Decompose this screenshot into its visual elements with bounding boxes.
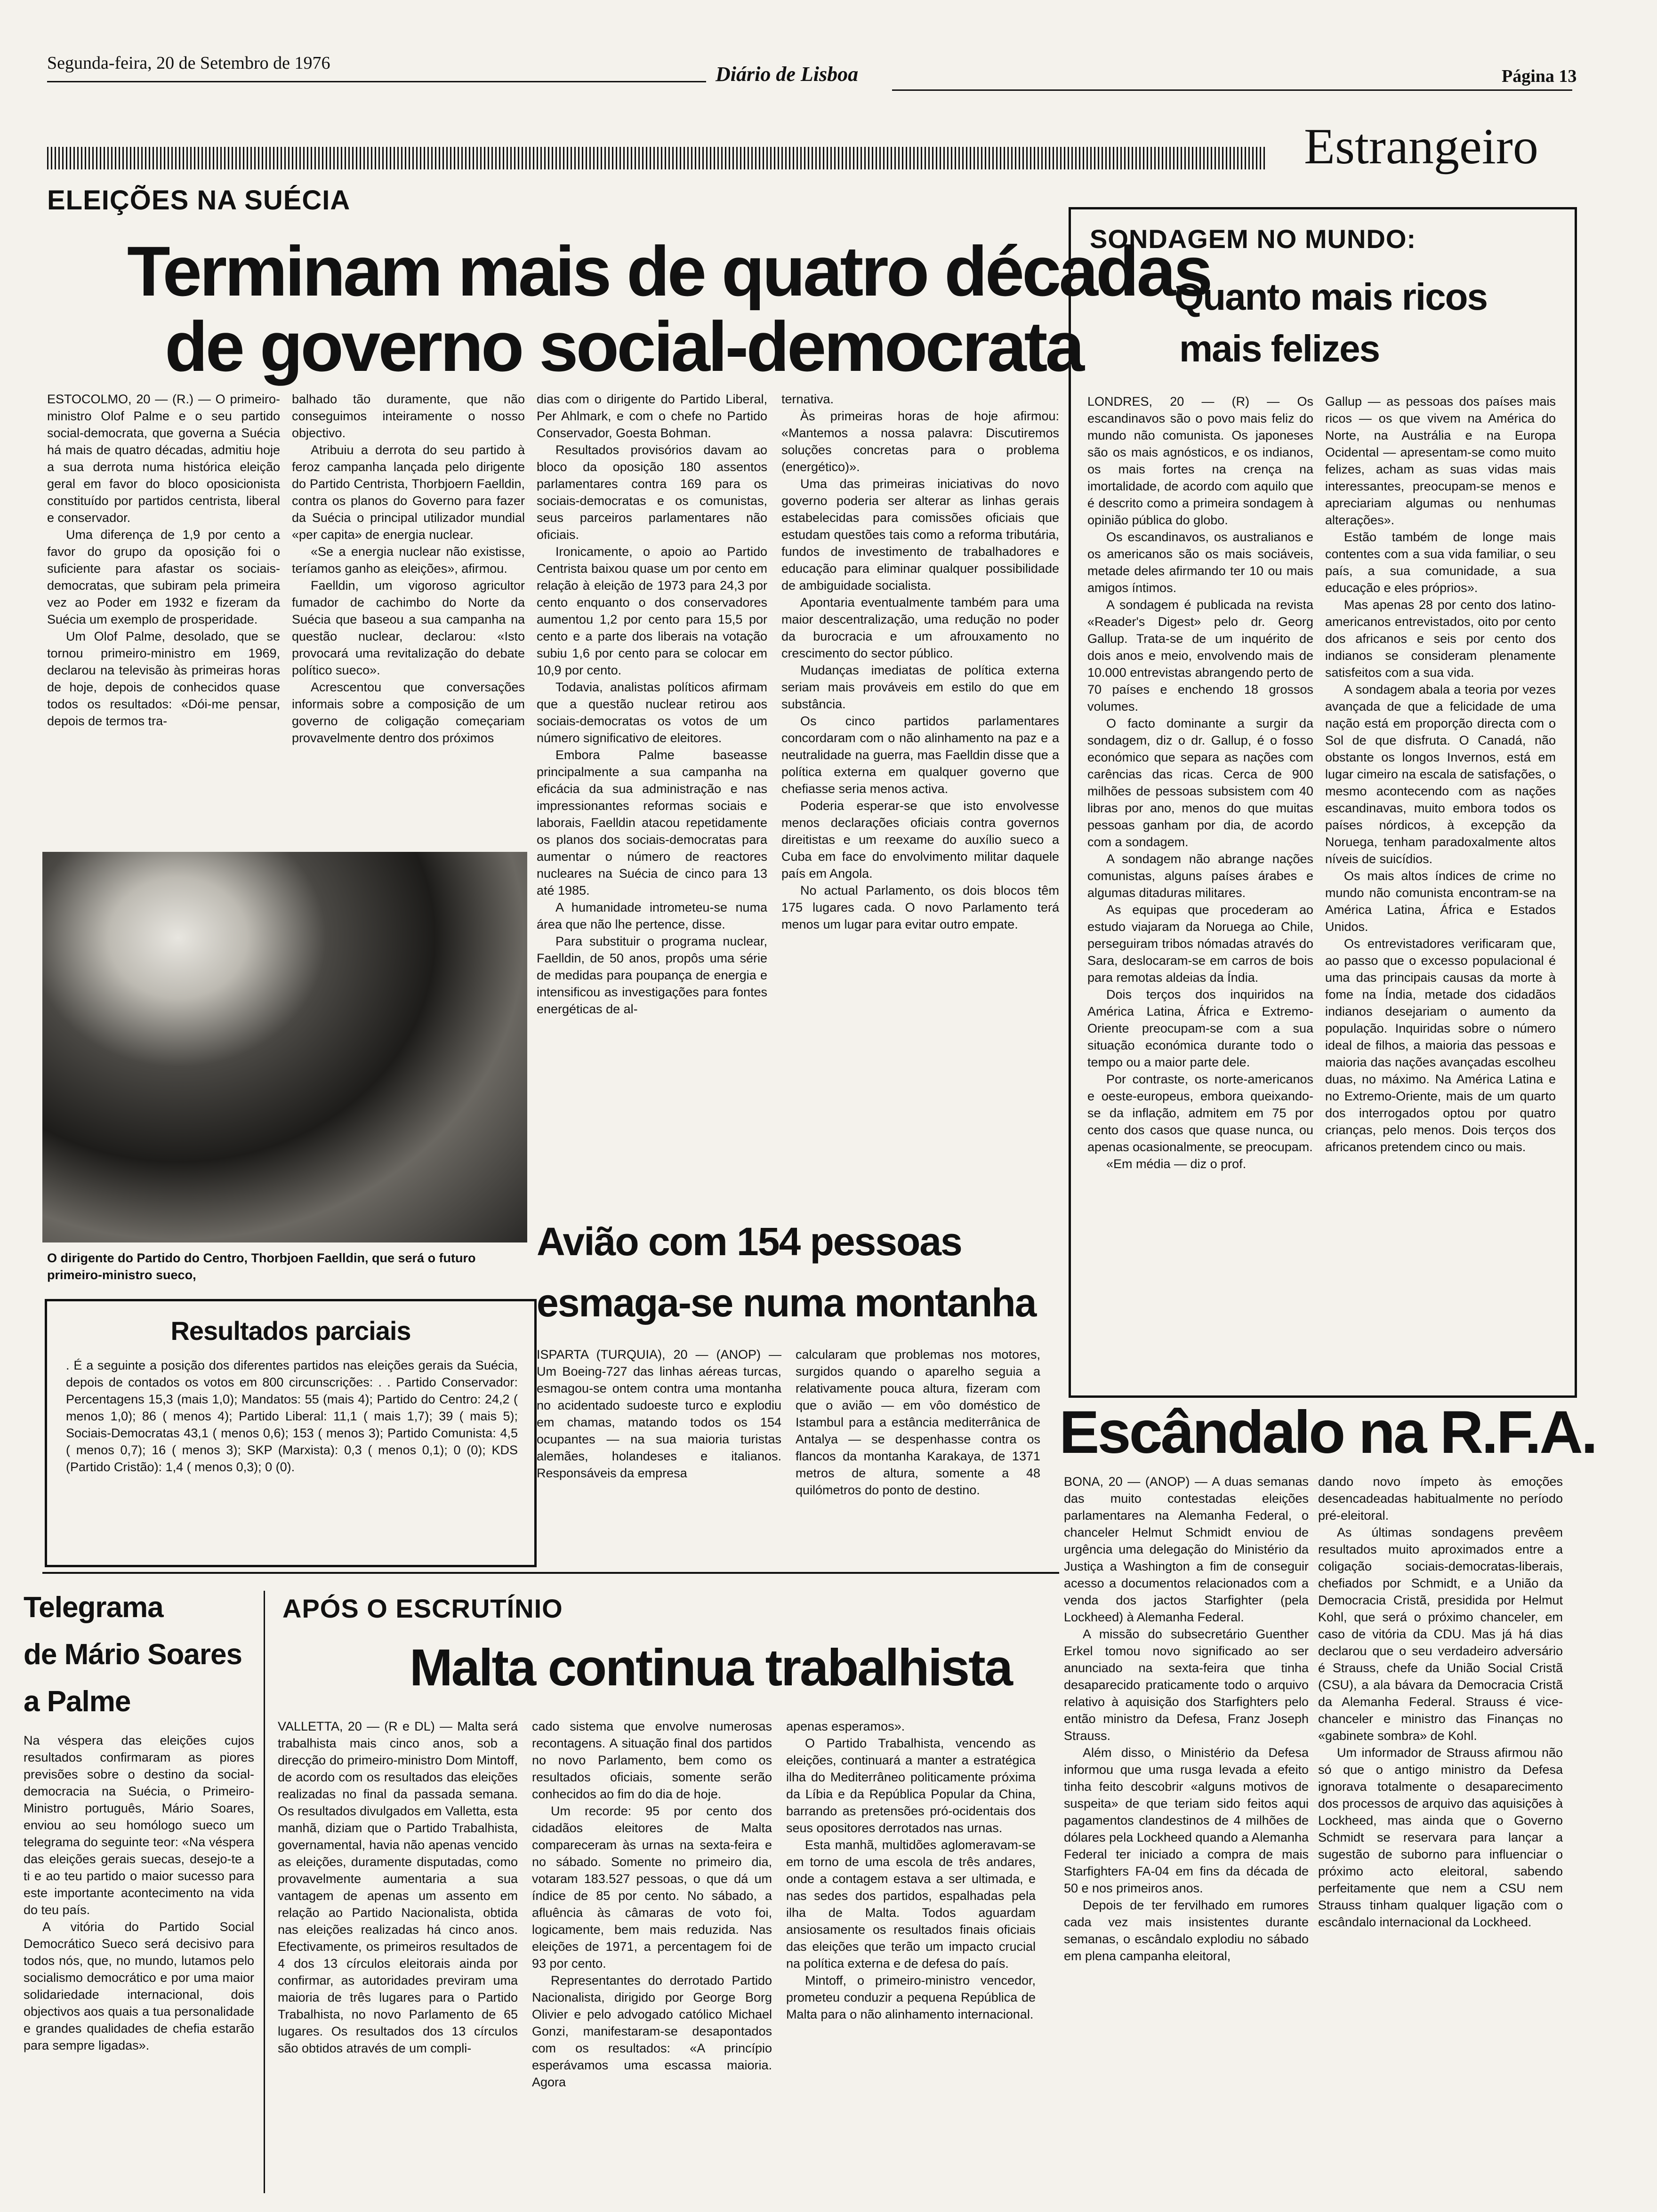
telegrama-headline-line-2: de Mário Soares bbox=[24, 1638, 242, 1671]
paragraph: A humanidade intrometeu-se numa área que não lhe pertence, disse. bbox=[537, 900, 767, 931]
paragraph: A vitória do Partido Social Democrático Sueco será decisivo para todos nós, que, no mundo, lutamos pelo socialismo democrático e por uma maior solidariedade internacional, dois objectivos aos quais a tua personalidade e grandes qualidades de chefia estarão para sempre ligadas». bbox=[24, 1920, 254, 2052]
paragraph: BONA, 20 — (ANOP) — A duas semanas das muito contestadas eleições parlamentares na Alemanha Federal, o chanceler Helmut Schmidt enviou de urgência uma delegação do Ministério da Justiça a Washington a fim de conseguir acesso a documentos relacionados com a venda dos jactos Starfighter (pela Lockheed) à Alemanha Federal. bbox=[1064, 1475, 1309, 1624]
sondagem-col-2 bbox=[1325, 393, 1556, 1381]
section-title: Estrangeiro bbox=[1304, 119, 1538, 175]
paragraph: Embora Palme baseasse principalmente a sua campanha na eficácia da sua administração e nas impressionantes reformas sociais e laborais, Faelldin atacou repetidamente os planos dos sociais-democratas para aumentar o número de reactores nucleares na Suécia de cinco para 13 até 1985. bbox=[537, 748, 767, 898]
paragraph: Um informador de Strauss afirmou não só que o antigo ministro da Defesa ignorava totalmente o desaparecimento dos processos de arquivo das aquisições à Lockheed, mas ainda que o Governo Schmidt se reservara para lançar a sugestão de suborno para influenciar o próximo acto eleitoral, sabendo perfeitamente que nem a CSU nem Strauss tinham qualquer ligação com o escândalo internacional da Lockheed. bbox=[1318, 1746, 1563, 1929]
paragraph: ESTOCOLMO, 20 — (R.) — O primeiro-ministro Olof Palme e o seu partido social-democrata, que governa a Suécia há mais de quatro décadas, admitiu hoje a sua derrota numa histórica eleição geral em favor do bloco oposicionista constituído por partidos centrista, liberal e conservador. bbox=[47, 392, 280, 525]
paragraph: VALLETTA, 20 — (R e DL) — Malta será trabalhista mais cinco anos, sob a direcção do primeiro-ministro Dom Mintoff, de acordo com os resultados das eleições realizadas no final da passada semana. Os resultados divulgados em Valletta, esta manhã, diziam que o Partido Trabalhista, governamental, havia não apenas vencido as eleições, duramente disputadas, como provavelmente aumentaria a sua vantagem de apenas um assento em relação ao Partido Nacionalista, obtida nas eleições realizadas há cinco anos. Efectivamente, os primeiros resultados de 4 dos 13 círculos eleitorais ainda por confirmar, as autoridades previram uma maioria de três lugares para o Partido Trabalhista, no novo Parlamento de 65 lugares. Os resultados dos 13 círculos são obtidos através de um compli- bbox=[278, 1719, 518, 2055]
paragraph: cado sistema que envolve numerosas recontagens. A situação final dos partidos no novo Parlamento, bem como os resultados oficiais, somente serão conhecidos ao fim do dia de hoje. bbox=[532, 1719, 772, 1801]
paragraph: As últimas sondagens prevêem resultados muito aproximados entre a coligação sociais-democratas-liberais, chefiados por Schmidt, e a União da Democracia Cristã, presidida por Helmut Kohl, que será o próximo chanceler, em caso de vitória da CDU. Mas já há dias declarou que o seu verdadeiro adversário é Strauss, chefe da União Social Cristã (CSU), a ala bávara da Democracia Cristã da Alemanha Federal. Strauss é vice-chanceler e ministro das Finanças no «gabinete sombra» de Kohl. bbox=[1318, 1525, 1563, 1743]
resultados-text: . É a seguinte a posição dos diferentes partidos nas eleições gerais da Suécia, depois de contados os votos em 800 circunscrições: . . Partido Conservador: Percentagens 15,3 (mais 1,0); Mandatos: 55 (mais 4); Partido do Centro: 24,2 ( menos 1,0); 86 ( menos 4); Partido Liberal: 11,1 ( mais 1,7); 39 ( mais 5); Sociais-Democratas 43,1 ( menos 0,6); 153 ( menos 3); Partido Comunista: 4,5 ( menos 0,7); 16 ( menos 3); SKP (Marxista): 0,3 ( menos 0,1); 0 (0); KDS (Partido Cristão): 1,4 ( menos 0,3); 0 (0). bbox=[66, 1358, 518, 1474]
paragraph: Para substituir o programa nuclear, Faelldin, de 50 anos, propôs uma série de medidas para poupança de energia e intensificou as investigações para fontes energéticas de al- bbox=[537, 934, 767, 1016]
paragraph: Poderia esperar-se que isto envolvesse menos declarações oficiais contra governos direitistas e um reexame do auxílio sueco a Cuba em face do envolvimento militar daquele país em Angola. bbox=[781, 799, 1059, 881]
sondagem-col-1 bbox=[1087, 393, 1313, 1381]
paragraph: LONDRES, 20 — (R) — Os escandinavos são o povo mais feliz do mundo não comunista. Os japoneses são os mais agnósticos, e os indianos, os mais fortes na crença na imortalidade, de acordo com aquilo que é descrito como a primeira sondagem à opinião pública do globo. bbox=[1087, 394, 1313, 527]
paragraph: Atribuiu a derrota do seu partido à feroz campanha lançada pelo dirigente do Partido Centrista, Thorbjoern Faelldin, contra os planos do Governo para fazer da Suécia o principal utilizador mundial «per capita» de energia nuclear. bbox=[292, 443, 525, 542]
aviao-col-1: ISPARTA (TURQUIA), 20 — (ANOP) — Um Boeing-727 das linhas aéreas turcas, esmagou-se ontem contra uma montanha no acidentado sudoeste turco e explodiu em chamas, matando todos os 154 ocupantes — na sua maioria turistas alemães, holandeses e italianos. Responsáveis da empresa bbox=[537, 1347, 781, 1480]
paragraph: «Em média — diz o prof. bbox=[1106, 1157, 1247, 1171]
paragraph: Dois terços dos inquiridos na América Latina, África e Extremo-Oriente preocupam-se com a sua situação económica durante todo o tempo ou a maior parte dele. bbox=[1087, 987, 1313, 1069]
sondagem-kicker: SONDAGEM NO MUNDO: bbox=[1090, 224, 1416, 254]
paragraph: Estão também de longe mais contentes com a sua vida familiar, o seu país, a sua comunidade, a sua educação e eles próprios». bbox=[1325, 530, 1556, 595]
main-headline-line-1: Terminam mais de quatro décadas bbox=[127, 232, 1211, 311]
section-hatch-band bbox=[47, 147, 1266, 169]
telegrama-headline-line-1: Telegrama bbox=[24, 1591, 163, 1624]
malta-col-3 bbox=[786, 1718, 1036, 2198]
paragraph: dias com o dirigente do Partido Liberal, Per Ahlmark, e com o chefe no Partido Conservador, Goesta Bohman. bbox=[537, 392, 767, 440]
paragraph: Às primeiras horas de hoje afirmou: «Mantemos a nossa palavra: Discutiremos soluções concretas para o problema (energético)». bbox=[781, 409, 1059, 474]
malta-headline: Malta continua trabalhista bbox=[410, 1639, 1012, 1697]
paragraph: No actual Parlamento, os dois blocos têm 175 lugares cada. O novo Parlamento terá menos um lugar para evitar outro empate. bbox=[781, 883, 1059, 931]
main-kicker: ELEIÇÕES NA SUÉCIA bbox=[47, 185, 351, 216]
aviao-headline-line-2: esmaga-se numa montanha bbox=[537, 1281, 1036, 1325]
paragraph: Além disso, o Ministério da Defesa informou que uma rusga levada a efeito tinha feito descobrir «alguns motivos de suspeita» de que teriam sido feitos aqui pagamentos clandestinos de 4 milhões de dólares pela Lockheed quando a Alemanha Federal ter iniciado a compra de mais Starfighters FA-04 em fins da década de 50 e nos primeiros anos. bbox=[1064, 1746, 1309, 1895]
aviao-headline-line-1: Avião com 154 pessoas bbox=[537, 1219, 962, 1264]
paragraph: Uma diferença de 1,9 por cento a favor do grupo da oposição foi o suficiente para afastar os sociais-democratas, que subiram pela primeira vez ao Poder em 1932 e fizeram da Suécia um exemplo de prosperidade. bbox=[47, 528, 280, 626]
malta-col-2 bbox=[532, 1718, 772, 2198]
paragraph: ternativa. bbox=[781, 392, 834, 406]
header-date: Segunda-feira, 20 de Setembro de 1976 bbox=[47, 53, 330, 73]
malta-col-1 bbox=[278, 1718, 518, 2198]
sondagem-headline-line-2: mais felizes bbox=[1179, 328, 1380, 369]
paragraph: A sondagem não abrange nações comunistas, alguns países árabes e algumas ditaduras militares. bbox=[1087, 852, 1313, 900]
paragraph: Faelldin, um vigoroso agricultor fumador de cachimbo do Norte da Suécia que baseou a sua campanha na questão nuclear, declarou: «Isto provocará uma revitalização do debate político sueco». bbox=[292, 578, 525, 677]
paragraph: Os mais altos índices de crime no mundo não comunista encontram-se na América Latina, África e Estados Unidos. bbox=[1325, 869, 1556, 934]
paragraph: Na véspera das eleições cujos resultados confirmaram as piores previsões sobre o destino da social-democracia na Suécia, o Primeiro-Ministro português, Mário Soares, enviou ao seu homólogo sueco um telegrama do seguinte teor: «Na véspera das eleições gerais suecas, desejo-te a ti e ao teu partido o maior sucesso para este importante acontecimento na vida do teu país. bbox=[24, 1733, 254, 1917]
paragraph: Por contraste, os norte-americanos e oeste-europeus, embora queixando-se da inflação, admitem em 75 por cento dos casos que quase nunca, ou apenas ocasionalmente, se preocupam. bbox=[1087, 1072, 1313, 1154]
paragraph: «Se a energia nuclear não existisse, teríamos ganho as eleições», afirmou. bbox=[292, 545, 525, 576]
paragraph: Uma das primeiras iniciativas do novo governo poderia ser alterar as linhas gerais estabelecidas para comissões oficiais que estudam questões tais como a reforma tributária, fundos de investimento de trabalhadores e educação para eliminar qualquer possibilidade de ambiguidade socialista. bbox=[781, 477, 1059, 593]
telegrama-headline-line-3: a Palme bbox=[24, 1685, 131, 1718]
aviao-col-2: calcularam que problemas nos motores, surgidos quando o aparelho seguia a relativamente pouca altura, fizeram com que o avião — em vôo doméstico de Istambul para a estância mediterrânica de Antalya — se despenhasse contra os flancos da montanha Karakaya, de 1371 metros de altura, somente a 48 quilómetros do ponto de destino. bbox=[796, 1347, 1040, 1497]
paragraph: A sondagem é publicada na revista «Reader's Digest» pelo dr. Georg Gallup. Trata-se de um inquérito de dois anos e meio, envolvendo mais de 10.000 entrevistas abrangendo perto de 70 países e enchendo 18 grossos volumes. bbox=[1087, 598, 1313, 713]
main-col-2 bbox=[292, 391, 525, 842]
paragraph: Um recorde: 95 por cento dos cidadãos eleitores de Malta compareceram às urnas na sexta-feira e no sábado. Somente no primeiro dia, votaram 183.527 pessoas, o que dá um índice de 85 por cento. No sábado, a afluência às câmaras de voto foi, logicamente, bem mais reduzida. Nas eleições de 1971, a percentagem foi de 93 por cento. bbox=[532, 1804, 772, 1971]
paragraph: As equipas que procederam ao estudo viajaram da Noruega ao Chile, perseguiram tribos nómadas através do Sara, deslocaram-se em carros de bois para remotas aldeias da Índia. bbox=[1087, 903, 1313, 985]
escandalo-col-1 bbox=[1064, 1473, 1309, 2188]
telegrama-text bbox=[24, 1732, 254, 2203]
main-col-4 bbox=[781, 391, 1059, 1200]
paragraph: Os entrevistadores verificaram que, ao passo que o excesso populacional é uma das principais causas da morte à fome na Índia, metade dos cidadãos indianos desejariam o aumento da população. Inquiridas sobre o número ideal de filhos, a maioria das pessoas e maioria das nações avançadas escolheu duas, no máximo. Na América Latina e no Extremo-Oriente, mais de um quarto dos interrogados optou por quatro crianças, pelo menos. Dois terços dos africanos pretendem cinco ou mais. bbox=[1325, 937, 1556, 1154]
paragraph: O facto dominante a surgir da sondagem, diz o dr. Gallup, é o fosso económico que separa as nações com carências das ricas. Cerca de 900 milhões de pessoas subsistem com 40 libras por ano, menos do que muitas pessoas ganham por dia, de acordo com a sondagem. bbox=[1087, 716, 1313, 849]
paragraph: Mudanças imediatas de política externa seriam mais prováveis em estilo do que em substância. bbox=[781, 663, 1059, 711]
paragraph: A sondagem abala a teoria por vezes avançada de que a felicidade de uma nação está em proporção directa com o Sol de que disfruta. O Canadá, não obstante os longos Invernos, está em lugar cimeiro na escala de satisfações, o mesmo acontecendo com as nações escandinavas, muito embora todos os países nórdicos, à excepção da Noruega, tenham paradoxalmente altos níveis de suicídios. bbox=[1325, 682, 1556, 866]
paragraph: Ironicamente, o apoio ao Partido Centrista baixou quase um por cento em relação à eleição de 1973 para 24,3 por cento enquanto o dos conservadores aumentou 1,2 por cento para 15,5 por cento e a parte dos liberais na votação subiu 1,6 por cento para se colocar em 10,9 por cento. bbox=[537, 545, 767, 677]
paragraph: Esta manhã, multidões aglomeravam-se em torno de uma escola de três andares, onde a contagem estava a ser ultimada, e nas sedes dos partidos, espalhadas pela ilha de Malta. Todos aguardam ansiosamente os resultados finais oficiais das eleições que terão um impacto crucial na política externa e de defesa do país. bbox=[786, 1838, 1036, 1971]
header-rule-left bbox=[47, 81, 706, 82]
paragraph: Mintoff, o primeiro-ministro vencedor, prometeu conduzir a pequena República de Malta para o não alinhamento internacional. bbox=[786, 1973, 1036, 2021]
resultados-box bbox=[45, 1299, 537, 1567]
section-divider bbox=[42, 1572, 1059, 1574]
resultados-title: Resultados parciais bbox=[170, 1316, 411, 1346]
photo-caption: O dirigente do Partido do Centro, Thorbjoen Faelldin, que será o futuro primeiro-ministro sueco, bbox=[47, 1251, 476, 1282]
paragraph: O Partido Trabalhista, vencendo as eleições, continuará a manter a estratégica ilha do Mediterrâneo politicamente próxima da Líbia e da República Popular da China, barrando as pretensões pró-ocidentais dos seus opositores derrotados nas urnas. bbox=[786, 1736, 1036, 1835]
header-rule-right bbox=[892, 89, 1572, 91]
masthead: Diário de Lisboa bbox=[716, 63, 859, 86]
escandalo-col-2 bbox=[1318, 1473, 1563, 2188]
escandalo-headline: Escândalo na R.F.A. bbox=[1059, 1399, 1596, 1466]
paragraph: Depois de ter fervilhado em rumores cada vez mais insistentes durante semanas, o escândalo explodiu no sábado em plena campanha eleitoral, bbox=[1064, 1898, 1309, 1963]
paragraph: balhado tão duramente, que não conseguimos inteiramente o nosso objectivo. bbox=[292, 392, 525, 440]
paragraph: Os escandinavos, os australianos e os americanos são os mais sociáveis, metade deles afirmando ter 10 ou mais amigos íntimos. bbox=[1087, 530, 1313, 595]
paragraph: Resultados provisórios davam ao bloco da oposição 180 assentos parlamentares contra 169 para os sociais-democratas e os comunistas, seus parceiros parlamentares não oficiais. bbox=[537, 443, 767, 542]
photo-faelldin bbox=[42, 852, 527, 1242]
paragraph: Representantes do derrotado Partido Nacionalista, dirigido por George Borg Olivier e pelo advogado católico Michael Gonzi, manifestaram-se desapontados com os resultados: «A princípio esperávamos uma escassa maioria. Agora bbox=[532, 1973, 772, 2089]
paragraph: A missão do subsecretário Guenther Erkel tomou novo significado ao ser anunciado na sexta-feira que tinha desaparecido praticamente todo o arquivo relativo à aquisição dos Starfighters pelo então ministro da Defesa, Franz Joseph Strauss. bbox=[1064, 1627, 1309, 1743]
paragraph: Mas apenas 28 por cento dos latino-americanos entrevistados, oito por cento dos africanos e seis por cento dos indianos se consideram plenamente satisfeitos com a sua vida. bbox=[1325, 598, 1556, 680]
paragraph: Apontaria eventualmente também para uma maior descentralização, uma redução no poder da burocracia e um afrouxamento no crescimento do sector público. bbox=[781, 595, 1059, 660]
paragraph: Acrescentou que conversações informais sobre a composição de um governo de coligação começariam provavelmente dentro dos próximos bbox=[292, 680, 525, 745]
main-col-3 bbox=[537, 391, 767, 1200]
paragraph: apenas esperamos». bbox=[786, 1719, 905, 1733]
sondagem-box bbox=[1069, 207, 1577, 1398]
paragraph: Todavia, analistas políticos afirmam que a questão nuclear retirou aos sociais-democratas os votos de um número significativo de eleitores. bbox=[537, 680, 767, 745]
main-col-1 bbox=[47, 391, 280, 842]
malta-kicker: APÓS O ESCRUTÍNIO bbox=[282, 1594, 563, 1623]
paragraph: Gallup — as pessoas dos países mais ricos — os que vivem na América do Norte, na Austrália e na Europa Ocidental — apresentam-se como muito felizes, acham as suas vidas mais interessantes, preocupam-se menos e apreciariam algumas ou nenhumas alterações». bbox=[1325, 394, 1556, 527]
paragraph: Os cinco partidos parlamentares concordaram com o não alinhamento na paz e a neutralidade na guerra, mas Faelldin disse que a política externa em qualquer governo que chefiasse seria menos activa. bbox=[781, 714, 1059, 796]
main-headline-line-2: de governo social-democrata bbox=[165, 307, 1082, 386]
page-number: Página 13 bbox=[1502, 66, 1577, 86]
telegrama-divider bbox=[264, 1591, 265, 2193]
paragraph: Um Olof Palme, desolado, que se tornou primeiro-ministro em 1969, declarou na televisão às primeiras horas de hoje, depois de conhecidos quase todos os resultados: «Dói-me pensar, depois de termos tra- bbox=[47, 629, 280, 728]
paragraph: dando novo ímpeto às emoções desencadeadas habitualmente no período pré-eleitoral. bbox=[1318, 1475, 1563, 1523]
sondagem-headline-line-1: Quanto mais ricos bbox=[1174, 276, 1487, 318]
